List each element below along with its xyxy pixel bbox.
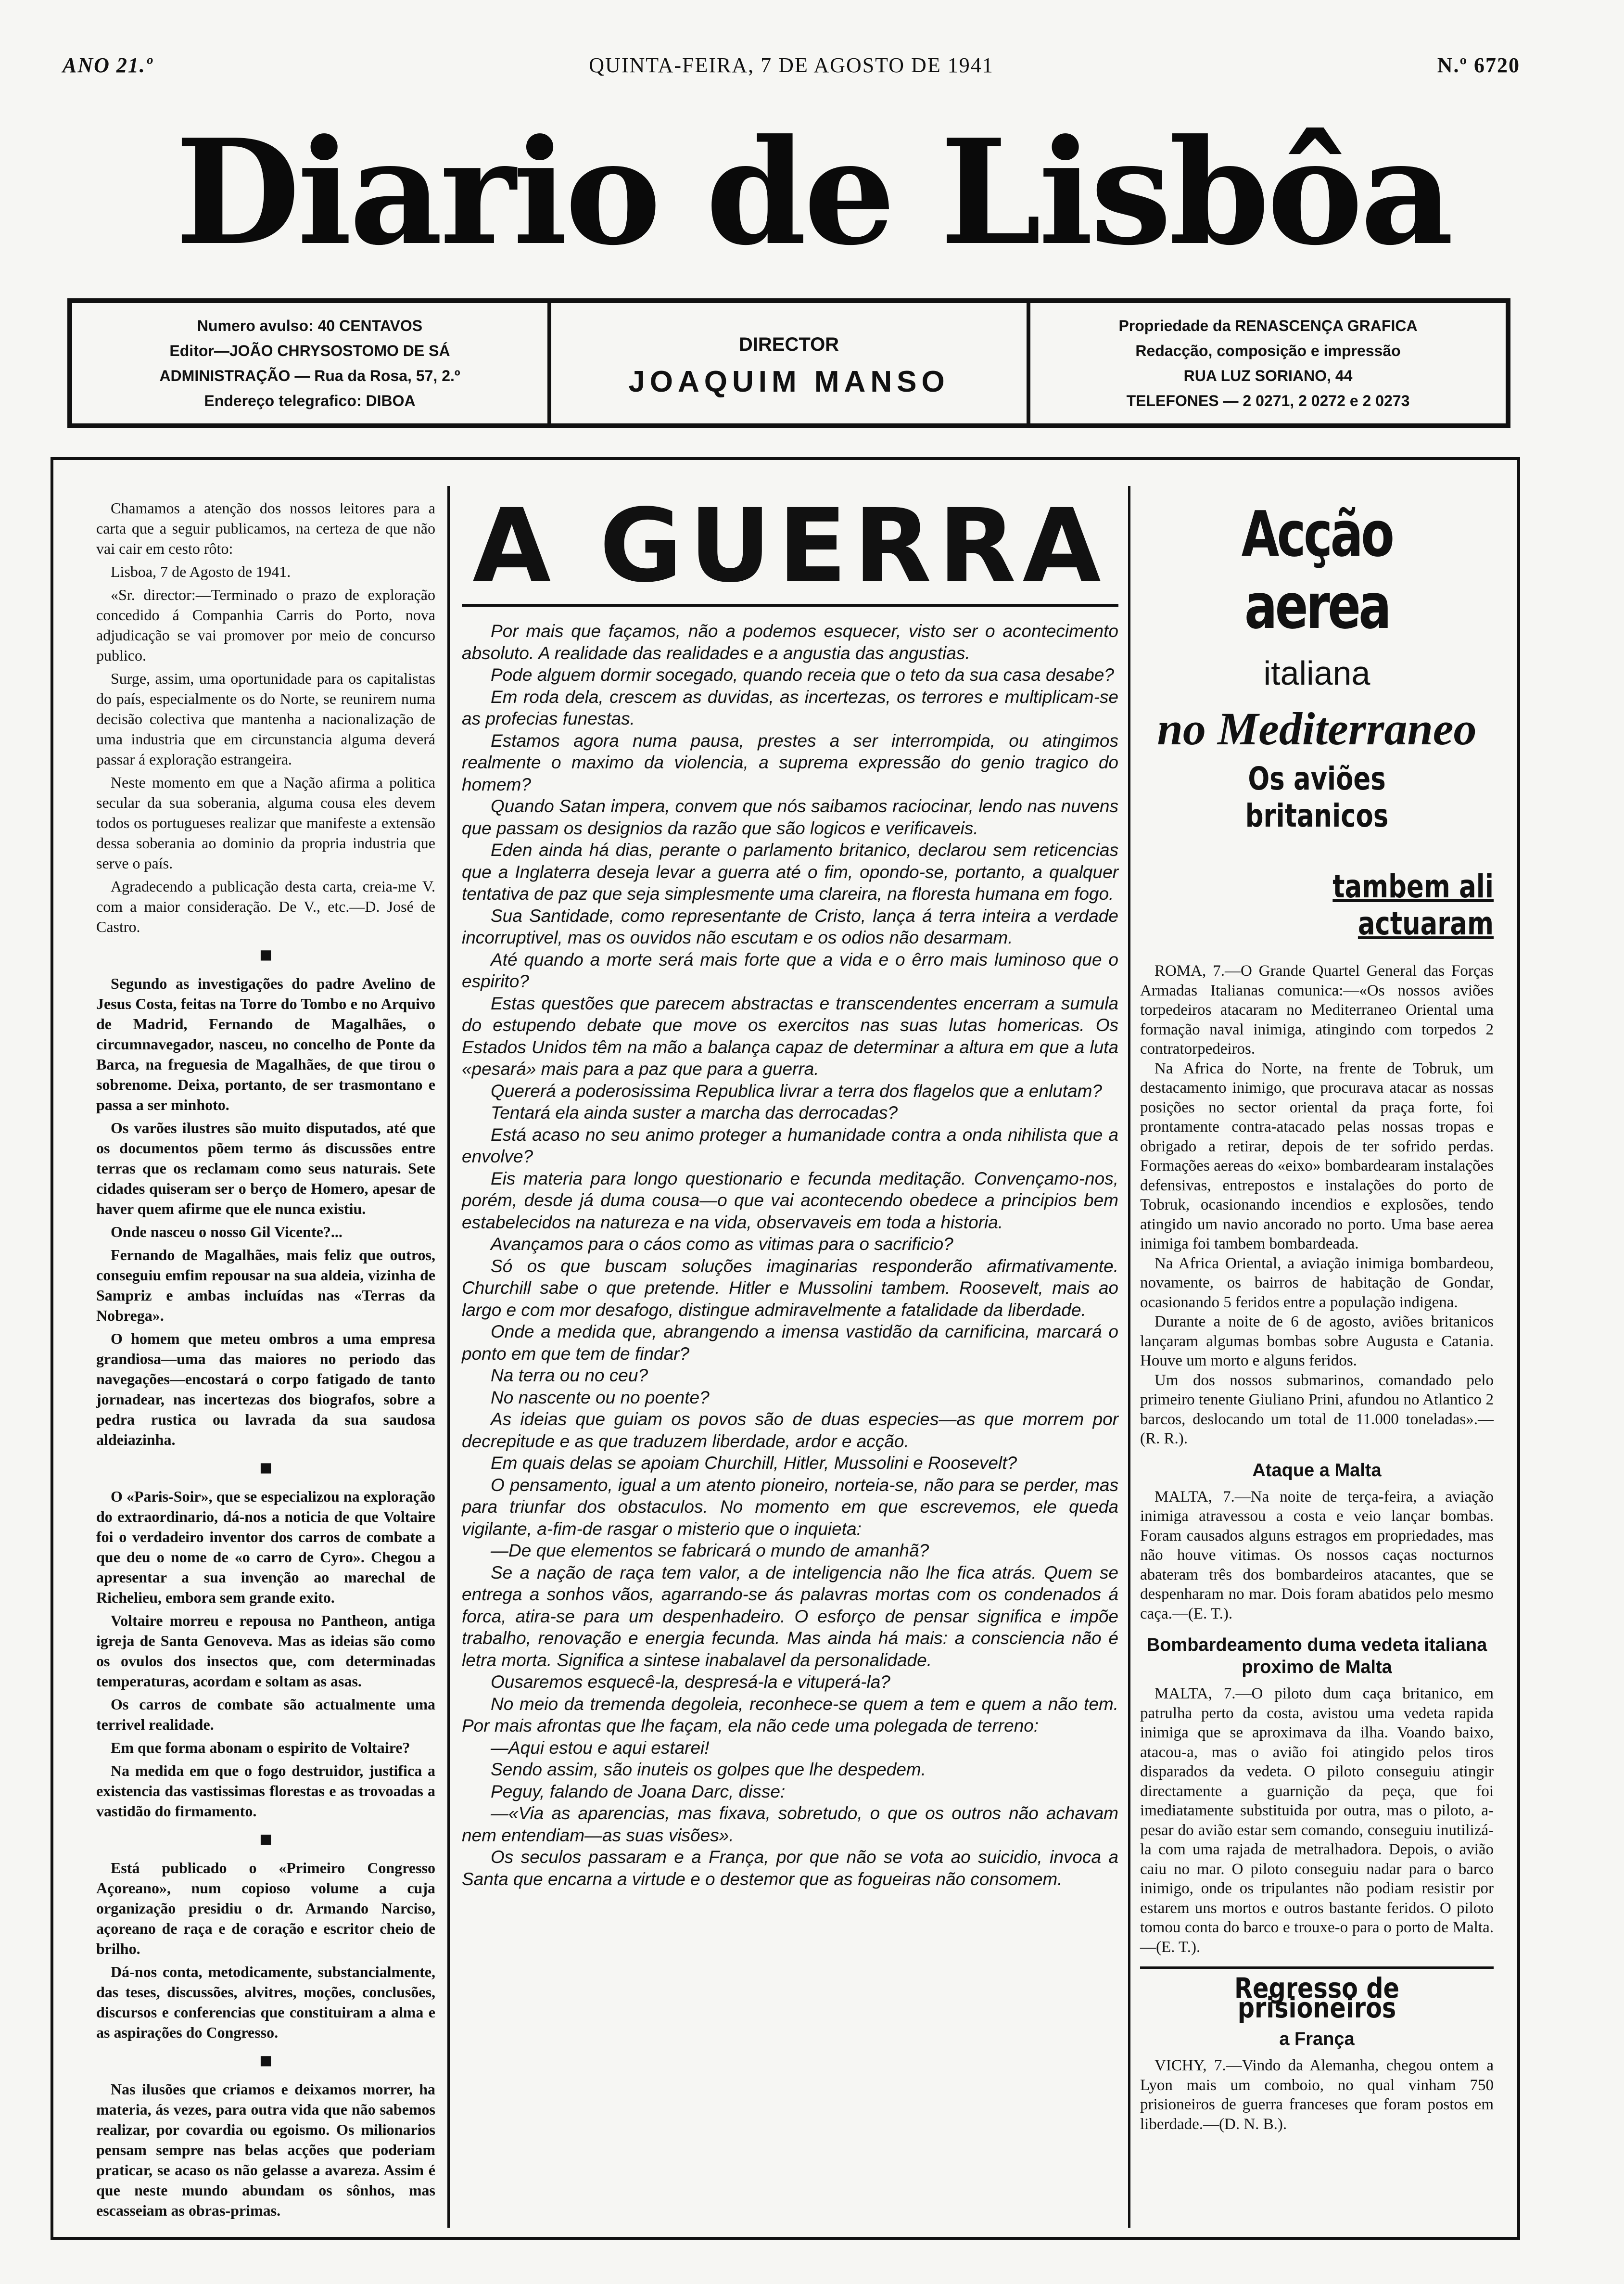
paragraph: Chamamos a atenção dos nossos leitores para a carta que a seguir publicamos, na certeza de que não vai cair em cesto rôto: <box>96 499 435 557</box>
telegraph-line: Endereço telegrafico: DIBOA <box>204 392 416 409</box>
paragraph: —Aqui estou e aqui estarei! <box>491 1737 710 1758</box>
paragraph: O «Paris-Soir», que se especializou na exploração do extraordinario, dá-nos a noticia de que Voltaire foi o verdadeiro inventor dos carros de combate a que deu o nome de «o carro de Cyro». Chegou a apresentar a sua invenção ao marechal de Richelieu, embora sem grande exito. <box>96 1488 435 1606</box>
paragraph: Os seculos passaram e a França, por que não se vota ao suicidio, invoca a Santa que encarna a virtude e o destemor que as fogueiras não consomem. <box>462 1847 1118 1889</box>
paragraph: Nas ilusões que criamos e deixamos morrer, ha materia, ás vezes, para outra vida que não sabemos realizar, por covardia ou egoismo. Os milionarios pensam sempre nas belas acções que poderiam praticar, se acaso os não gelasse a avareza. Assim é que neste mundo abundam os sônhos, mas escasseiam as obras-primas. <box>96 2080 435 2219</box>
paragraph: Se a nação de raça tem valor, a de inteligencia não lhe fica atrás. Quem se entrega a sonhos vãos, agarrando-se ás palavras mortas com os condenados á forca, atira-se para um despenhadeiro. O esforço de pensar significa e impõe trabalho, renovação e energia fecunda. Mas ainda há mais: a consciencia não é letra morta. Significa a sintese inabalavel da personalidade. <box>462 1562 1118 1670</box>
separator-mark: ■ <box>259 1827 272 1851</box>
paragraph: Na Africa Oriental, a aviação inimiga bombardeou, novamente, os bairros de habitação de Gondar, ocasionando 5 feridos entre a população indigena. <box>1140 1254 1494 1311</box>
paragraph: Na terra ou no ceu? <box>491 1365 648 1385</box>
paragraph: Estas questões que parecem abstractas e transcendentes encerram a sumula do estupendo debate que move os exercitos nas suas lutas homericas. Os Estados Unidos têm na mão a balança capaz de determinar a altura em que a luta «pesará» mais para a paz que para a guerra. <box>462 993 1118 1079</box>
section-heading: a França <box>1279 2029 1355 2049</box>
paragraph: O homem que meteu ombros a uma empresa grandiosa—uma das maiores no periodo das navegações—encostará o corpo fatigado de tanto jornadear, nas incertezas dos biografos, sobre a pedra rustica ou lavrada da sua saudosa aldeiazinha. <box>96 1330 435 1448</box>
paragraph: Voltaire morreu e repousa no Pantheon, antiga igreja de Santa Genoveva. Mas as ideias são como os ovulos dos insectos que, com determinadas temperaturas, acordam e soltam as asas. <box>96 1612 435 1690</box>
news-subheadline-line2: tambem ali actuaram <box>1332 868 1494 942</box>
news-headline-line2: italiana <box>1263 654 1370 692</box>
info-left <box>72 303 547 423</box>
paragraph: Por mais que façamos, não a podemos esquecer, visto ser o acontecimento absoluto. A realidade das realidades e a angustia das angustias. <box>462 621 1118 663</box>
paragraph: Avançamos para o cáos como as vitimas para o sacrificio? <box>491 1234 953 1254</box>
paragraph: Só os que buscam soluções imaginarias responderão afirmativamente. Churchill sabe o que pretende. Hitler e Mussolini tambem. Roosevelt, mais ao largo e com mor desafogo, distingue admiravelmente a fatalidade da liberdade. <box>462 1256 1118 1320</box>
masthead-title: Diario de Lisbôa <box>175 107 1451 277</box>
editor-line: Editor—JOÃO CHRYSOSTOMO DE SÁ <box>169 342 450 359</box>
paragraph: Sua Santidade, como representante de Cristo, lança á terra inteira a verdade incorruptivel, mas os ouvidos não escutam e os odios não desarmam. <box>462 906 1118 947</box>
paragraph: Quando Satan impera, convem que nós saibamos raciocinar, lendo nas nuvens que passam os designios da razão que são logicos e verificaveis. <box>462 796 1118 838</box>
paragraph: Na Africa do Norte, na frente de Tobruk, um destacamento inimigo, que procurava atacar as nossas posições no sector oriental da praça forte, foi prontamente contra-atacado pelas nossas tropas e obrigado a retirar, depois de ter sofrido perdas. Formações aereas do «eixo» bombardearam instalações defensivas, entrepostos e instalações do porto de Tobruk, ocasionando incendios e explosões, tendo atingido um navio ancorado no porto. Uma base aerea inimiga foi tambem bombardeada. <box>1140 1059 1494 1252</box>
paragraph: Na medida em que o fogo destruidor, justifica a existencia das vastissimas florestas e as trovoadas a vastidão do firmamento. <box>96 1762 435 1820</box>
paragraph: Agradecendo a publicação desta carta, creia-me V. com a maior consideração. De V., etc.—D. José de Castro. <box>96 878 435 935</box>
paragraph: Segundo as investigações do padre Avelino de Jesus Costa, feitas na Torre do Tombo e no Arquivo de Madrid, Fernando de Magalhães, o circumnavegador, nasceu, no concelho de Ponte da Barca, na freguesia de Magalhães, de que tirou o sobrenome. Deixa, portanto, de ser trasmontano e passa a ser minhoto. <box>96 975 435 1113</box>
congresso-item <box>96 1858 435 2042</box>
separator-mark: ■ <box>259 2049 272 2072</box>
paragraph: As ideias que guiam os povos são de duas especies—as que morrem por decrepitude e as que traduzem liberdade, ardor e acção. <box>462 1409 1118 1451</box>
paragraph: MALTA, 7.—Na noite de terça-feira, a aviação inimiga atravessou a costa e veio lançar bombas. Foram causados alguns estragos em propriedades, mas não houve vitimas. Os nossos caças nocturnos abateram três dos bombardeiros atacantes, que se despenharam no mar. Dois foram abatidos pelo mesmo caça.—(E. T.). <box>1140 1488 1494 1622</box>
paragraph: Fernando de Magalhães, mais feliz que outros, conseguiu emfim repousar na sua aldeia, vizinha de Sampriz e ambas incluídas nas «Terras da Nobrega». <box>96 1246 435 1324</box>
paragraph: Surge, assim, uma oportunidade para os capitalistas do país, especialmente os do Norte, se reunirem numa decisão colectiva que mantenha a nacionalização de uma industria que em circunstancia alguma deverá passar á exploração estrangeira. <box>96 670 435 768</box>
paragraph: —De que elementos se fabricará o mundo de amanhã? <box>491 1541 929 1560</box>
horizontal-rule <box>1140 1966 1494 1969</box>
paragraph: Quererá a poderosissima Republica livrar a terra dos flagelos que a enlutam? <box>491 1081 1103 1101</box>
paragraph: «Sr. director:—Terminado o prazo de exploração concedido á Companhia Carris do Porto, nova adjudicação se vai promover por meio de concurso publico. <box>96 586 435 664</box>
center-column <box>462 487 1118 2225</box>
column-rule <box>1128 486 1130 2228</box>
section-heading: Bombardeamento duma vedeta italiana proximo de Malta <box>1146 1635 1487 1677</box>
printing-line: Redacção, composição e impressão <box>1135 342 1401 359</box>
paragraph: O pensamento, igual a um atento pioneiro, norteia-se, não para se perder, mas para triunfar dos obstaculos. No momento em que escrevemos, ele queda vigilante, a-fim-de rasgar o misterio que o inquieta: <box>462 1475 1118 1539</box>
magalhaes-item <box>96 973 435 1450</box>
paragraph: Durante a noite de 6 de agosto, aviões britanicos lançaram algumas bombas sobre Augusta e Catania. Houve um morto e alguns feridos. <box>1140 1313 1494 1369</box>
paragraph: Tentará ela ainda suster a marcha das derrocadas? <box>491 1103 898 1123</box>
separator-mark: ■ <box>259 1456 272 1480</box>
column-rule <box>447 486 450 2228</box>
paragraph: Em que forma abonam o espirito de Voltaire? <box>111 1739 410 1756</box>
news-headline: Acção aerea <box>1241 498 1393 643</box>
paragraph: —«Via as aparencias, mas fixava, sobretudo, o que os outros não achavam nem entendiam—as suas visões». <box>462 1803 1118 1845</box>
director-name: JOAQUIM MANSO <box>628 365 950 398</box>
news-headline: Regresso de prisioneiros <box>1234 1972 1399 2024</box>
paragraph: Está acaso no seu animo proteger a humanidade contra a onda nihilista que a envolve? <box>462 1124 1118 1166</box>
news-headline-line3: no Mediterraneo <box>1157 703 1477 754</box>
paragraph: Peguy, falando de Joana Darc, disse: <box>491 1781 786 1801</box>
paragraph: Em quais delas se apoiam Churchill, Hitler, Mussolini e Roosevelt? <box>491 1453 1017 1473</box>
paragraph: Ousaremos esquecê-la, despresá-la e vituperá-la? <box>491 1672 890 1692</box>
owner-line: Propriedade da RENASCENÇA GRAFICA <box>1118 317 1418 334</box>
paragraph: Os carros de combate são actualmente uma terrivel realidade. <box>96 1696 435 1733</box>
phones-line: TELEFONES — 2 0271, 2 0272 e 2 0273 <box>1126 392 1410 409</box>
paragraph: Estamos agora numa pausa, prestes a ser interrompida, ou atingimos realmente o maximo da violencia, a suprema expressão do genio tragico do homem? <box>462 730 1118 794</box>
paragraph: MALTA, 7.—O piloto dum caça britanico, em patrulha perto da costa, avistou uma vedeta rapida inimiga que se aproximava da ilha. Voando baixo, atacou-a, mas o avião foi atingido pelos tiros disparados da vedeta. O piloto conseguiu atingir directamente a guarnição da peça, que foi imediatamente substituida por outra, mas o piloto, a-pesar do avião estar sem comando, conseguiu inutilizá-la com uma rajada de metralhadora. Depois, o avião caiu no mar. O piloto conseguiu nadar para o barco inimigo, onde os tripulantes não podiam resistir por estarem uns mortos e outros bastante feridos. O piloto tomou conta do barco e trouxe-o para o porto de Malta.—(E. T.). <box>1140 1685 1494 1956</box>
issue-number: N.º 6720 <box>1437 53 1520 77</box>
right-column <box>1140 498 1494 2225</box>
letter-item <box>96 498 435 937</box>
paragraph: Pode alguem dormir socegado, quando receia que o teto da sua casa desabe? <box>491 665 1114 685</box>
news-subheadline: Os aviões britanicos <box>1245 760 1389 834</box>
paragraph: Está publicado o «Primeiro Congresso Açoreano», num copioso volume a cuja organização presidiu o dr. Armando Narciso, açoreano de raça e de coração e escritor cheio de brilho. <box>96 1859 435 1957</box>
paragraph: Os varões ilustres são muito disputados, até que os documentos põem termo ás discussões entre terras que os reclamam como seus naturais. Sete cidades quiseram ser o berço de Homero, apesar de haver quem afirme que ele nunca existiu. <box>96 1119 435 1217</box>
paragraph: Eis materia para longo questionario e fecunda meditação. Convençamo-nos, porém, desde já duma cousa—o que vai acontecendo obedece a principios bem estabelecidos na natureza e na vida, observaveis em toda a historia. <box>462 1168 1118 1232</box>
left-column <box>96 498 435 2225</box>
info-right <box>1030 303 1506 423</box>
paragraph: No nascente ou no poente? <box>491 1387 710 1407</box>
paragraph: Lisboa, 7 de Agosto de 1941. <box>111 563 291 580</box>
info-director <box>547 303 1030 423</box>
paragraph: Em roda dela, crescem as duvidas, as incertezas, os terrores e multiplicam-se as profecias funestas. <box>462 687 1118 728</box>
address-line: RUA LUZ SORIANO, 44 <box>1183 367 1353 384</box>
paragraph: Eden ainda há dias, perante o parlamento britanico, declarou sem reticencias que a Inglaterra deseja levar a guerra até o fim, opondo-se, portanto, a qualquer tentativa de paz que seja simplesmente uma clareira, na floresta humana em fogo. <box>462 840 1118 904</box>
paragraph: No meio da tremenda degoleia, reconhece-se quem a tem e quem a não tem. Por mais afrontas que lhe façam, ela não cede uma polegada de terreno: <box>462 1694 1118 1735</box>
info-box <box>67 298 1510 428</box>
editorial-text <box>462 620 1118 1890</box>
dateline <box>63 53 1520 91</box>
director-label: DIRECTOR <box>738 334 839 355</box>
price-line: Numero avulso: 40 CENTAVOS <box>197 317 423 334</box>
paragraph: Até quando a morte será mais forte que a vida e o êrro mais luminoso que o espirito? <box>462 949 1118 991</box>
paragraph: Um dos nossos submarinos, comandado pelo primeiro tenente Giuliano Prini, afundou no Atlantico 2 barcos, deslocando um total de 11.000 toneladas».—(R. R.). <box>1140 1371 1494 1447</box>
administration-line: ADMINISTRAÇÃO — Rua da Rosa, 57, 2.º <box>159 367 460 384</box>
separator-mark: ■ <box>259 943 272 967</box>
news-body <box>1140 961 1494 2134</box>
ilusoes-item <box>96 2079 435 2220</box>
paragraph: Sendo assim, são inuteis os golpes que lhe despedem. <box>491 1760 926 1779</box>
paragraph: Onde nasceu o nosso Gil Vicente?... <box>111 1223 343 1240</box>
issue-date: QUINTA-FEIRA, 7 DE AGOSTO DE 1941 <box>589 53 994 77</box>
paragraph: Neste momento em que a Nação afirma a politica secular da sua soberania, alguma cousa eles devem todos os portugueses realizar que manifeste a extensão dessa soberania ao dominio da propria industria que serve o país. <box>96 774 435 872</box>
main-headline: A GUERRA <box>462 498 1118 607</box>
issue-year: ANO 21.º <box>63 53 153 77</box>
voltaire-item <box>96 1486 435 1821</box>
paragraph: VICHY, 7.—Vindo da Alemanha, chegou ontem a Lyon mais um comboio, no qual vinham 750 prisioneiros de guerra franceses que foram postos em liberdade.—(D. N. B.). <box>1140 2057 1494 2133</box>
section-heading: Ataque a Malta <box>1252 1460 1382 1480</box>
paragraph: ROMA, 7.—O Grande Quartel General das Forças Armadas Italianas comunica:—«Os nossos aviões torpedeiros atacaram no Mediterraneo Oriental uma formação naval inimiga, atingindo com torpedos 2 contratorpedeiros. <box>1140 962 1494 1058</box>
paragraph: Dá-nos conta, metodicamente, substancialmente, das teses, discussões, alvitres, moções, conclusões, discursos e conferencias que constituiram a alma e as aspirações do Congresso. <box>96 1963 435 2041</box>
paragraph: Onde a medida que, abrangendo a imensa vastidão da carnificina, marcará o ponto em que tem de findar? <box>462 1322 1118 1364</box>
